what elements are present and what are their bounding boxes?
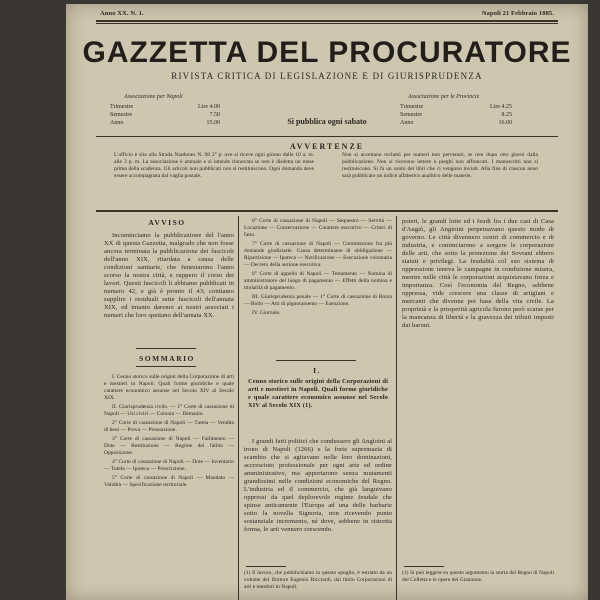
top-rule — [96, 20, 558, 22]
sommario-item: III. Giurisprudenza penale — 1° Corte di cassazione di Roma — Bollo — Atti di pignoramento — Esenzione. — [244, 294, 392, 307]
content-rule — [96, 210, 558, 212]
footnote-rule-col2 — [246, 566, 286, 567]
article-body-col2: I grandi fatti politici che condussero gli Angioini al trono di Napoli (1266) e la forte supremazia di scambio che si agitavano nelle loro dominazioni, accresciuto professionale per ogni arte ed ordine amministrativo, ma apportarono senza mutamenti grandissimi nelle condizioni economiche del Regno. L'industria ed il commercio, che già languivano oppressi da quel deplorevole regime feudale che spinse anticamente l'Europa ad una delle barbarie sotto la novella Signoria, non ricevendo punto sostanziale incremento, né dove, sebbene in ristretta forma, le arti vennero crescendo. — [244, 438, 392, 533]
top-rule-thin — [96, 23, 558, 24]
avvertenze-heading: AVVERTENZE — [289, 142, 365, 151]
footnote-col2: (1) Il lavoro, che pubblichiamo in questo spoglio, è estratto da un volume del Dottore Eugenio Ricciardi, dal titolo Corporazioni di arti e mestieri in Napoli. — [244, 570, 392, 590]
sommario-item: 2° Corte di cassazione di Napoli — Tutela — Vendita di beni — Prova — Presunzione. — [104, 420, 234, 433]
article-body-col3: poteri, le grandi lotte ed i feudi fra i due casi di Casa d'Angiò, gli Angioini perpetuavano questo modo di governo. Le città divennero centri di commercio e di industria, e cominciarono a sorgere le corporazioni delle arti, che sotto la protezione dei Sovrani ebbero statuti e privilegi. La feudalità col suo sistema di oppressione teneva le campagne in condizione misera, mentre nelle città le corporazioni acquistavano forza e importanza. Così l'economia del Regno, sebbene oppressa, vide crescere una classe di artigiani e mercanti che divenne poi base della vita civile. La proprietà e la prosperità agricola furono però scarse per la mancanza di libertà e la gravezza dei tributi imposti dai baroni. — [402, 218, 554, 329]
sommario-item: 7° Corte di cassazione di Napoli — Commissione fra più domande giudiziarie. Causa determinante di obbligazione — Ripartizione — Ipoteca — Notificazione — Esecuzione volontaria — Decreto della sezione esecutiva. — [244, 241, 392, 268]
sommario-item: I. Cenno storico sulle origini della Corporazione di arti e mestieri in Napoli. Quali forme giuridiche e quale carattere economico assunse nel Secolo XIV al Secolo XIX. — [104, 374, 234, 401]
sommario-list-continued — [244, 218, 392, 356]
avviso-text: Incominciamo la pubblicazione del l'anno XX di questa Gazzetta, malgrado che non fosse ancora terminata la pubblicazione dei fascicoli dell'anno XIX, ritardata a causa delle condizioni sanitarie, che funestarono l'anno scorso la nostra città, e ruppero il corso dei lavori. Questi fascicoli li abbiamo pubblicati in numero 42, e già è pronto il 43; contiamo supplire i residuali sette fascicoli dell'annata XIX, ed intanto daremo ai nostri associati i numeri che loro spettano dell'annata XX. — [104, 232, 234, 319]
article-number: I. — [313, 366, 321, 375]
sommario-item: 4° Corte di cassazione di Napoli — Dote — Inventario — Tutela — Ipoteca — Prescrizione. — [104, 459, 234, 472]
avvertenze-right-text: Non si accettano reclami per numeri non pervenuti, se non dopo otto giorni dalla pubblicazione. Non si ricevono lettere o pieghi non affrancati. I manoscritti non si restituiscono. Si fa un sunto dei libri che ci vengono inviati. Alla fine di ciascun anno sarà pubblicato un indice alfabetico analitico delle materie. — [342, 152, 538, 179]
footnote-rule-col3 — [404, 566, 444, 567]
napoli-row-semestre: Semestre 7.50 — [110, 112, 220, 118]
article-separator — [276, 360, 356, 361]
avvertenze-rule — [96, 136, 558, 137]
sommario-item: 5° Corte di cassazione di Napoli — Mandato — Validità — Specificazione territoriale. — [104, 475, 234, 488]
column-divider-1 — [238, 216, 239, 600]
issue-number: Anno XX. N. 1. — [100, 10, 144, 17]
napoli-row-trimestre: Trimestre Lire 4.00 — [110, 104, 220, 110]
province-subscription-heading: Associazione per le Provincie — [408, 94, 480, 100]
province-row-trimestre: Trimestre Lire 4.25 — [400, 104, 512, 110]
avviso-heading: AVVISO — [148, 218, 186, 227]
sommario-heading: SOMMARIO — [139, 354, 195, 363]
newspaper-page — [66, 4, 588, 600]
sommario-item: II. Giurisprudenza civile. — 1° Corte di cassazione di Napoli — Usi civici — Colonia — Demanio. — [104, 404, 234, 417]
sommario-list — [104, 374, 234, 596]
article-title: Cenno storico sulle origini della Corporazioni di arti e mestieri in Napoli. Quali forme giuridiche e quale carattere economico assunse nel Secolo XIV al Secolo XIX (1). — [248, 378, 388, 409]
province-row-anno: Anno 16.00 — [400, 120, 512, 126]
place-date: Napoli 21 Febbraio 1885. — [481, 10, 554, 17]
province-row-semestre: Semestre 8.25 — [400, 112, 512, 118]
napoli-subscription-table — [110, 103, 220, 127]
column-divider-2 — [396, 216, 397, 600]
sommario-item: IV. Giornale. — [252, 310, 281, 316]
sommario-separator — [136, 366, 196, 367]
weekly-publication-note: Si pubblica ogni sabato — [287, 117, 367, 126]
newspaper-title: GAZZETTA DEL PROCURATORE — [82, 36, 572, 69]
avvertenze-left-text: L'ufficio è sito alla Strada Nardones N. 98 2° p. ove si riceve ogni giorno dalle 10 a. m. alle 3 p. m. La associazione è annuale e si intende rinnovata se non è disdetta un mese prima della scadenza. Gli articoli non pubblicati non si restituiscono. Ogni domanda deve essere accompagnata dal vaglia postale. — [114, 152, 314, 179]
sommario-item: 3° Corte di cassazione di Napoli — Fallimento — Dote — Restituzione — Regime del fallito — Opposizione. — [104, 436, 234, 456]
sommario-item: 6° Corte di cassazione di Napoli — Sequestro — Servitù — Locazione — Conservazione — Carattere esecutivo — Criteri di fatto. — [244, 218, 392, 238]
napoli-row-anno: Anno 15.00 — [110, 120, 220, 126]
footnote-col3: (1) Si può leggere su questo argomento la storia del Regno di Napoli del Colletta e le opere del Giannone. — [402, 570, 554, 583]
province-subscription-table — [400, 103, 512, 127]
newspaper-subtitle: RIVISTA CRITICA DI LEGISLAZIONE E DI GIURISPRUDENZA — [171, 71, 483, 81]
avviso-separator — [136, 348, 196, 349]
sommario-item: 8° Corte di appello di Napoli — Testamento — Nomina di amministratore del luogo di pagamento — Effetti della nomina e titolarità di pagamento. — [244, 271, 392, 291]
napoli-subscription-heading: Associazione per Napoli — [124, 94, 183, 100]
